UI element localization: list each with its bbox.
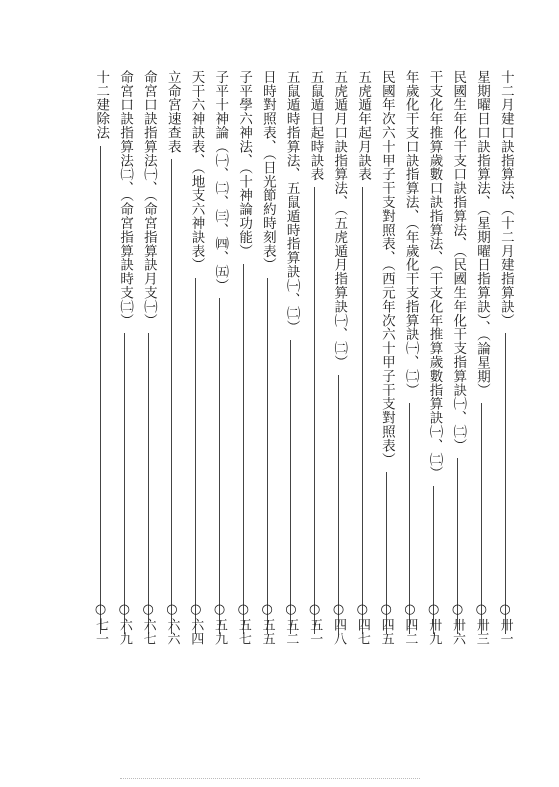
toc-entry: [303, 70, 327, 646]
toc-entry-page: ○七一: [93, 602, 109, 646]
toc-entry-page: ○卅三: [473, 602, 489, 646]
toc-entry: [493, 70, 517, 646]
toc-entry-page: ○六六: [164, 602, 180, 646]
toc-entry-page: ○四五: [378, 602, 394, 646]
toc-entry-title: 子平學六神法、（十神論功能）: [236, 70, 253, 258]
toc-entry-page: ○六四: [188, 602, 204, 646]
toc-entry: [184, 70, 208, 646]
toc-entry-page: ○四二: [402, 602, 418, 646]
toc-leader-line: [409, 403, 410, 634]
toc-entry-page: ○六七: [140, 602, 156, 646]
toc-entry: [89, 70, 113, 646]
toc-entry: [374, 70, 398, 646]
toc-entry-page: ○五二: [283, 602, 299, 646]
toc-leader-line: [267, 278, 268, 634]
toc-entry: [255, 70, 279, 646]
toc-entry: [350, 70, 374, 646]
table-of-contents: [89, 70, 517, 646]
toc-entry: [327, 70, 351, 646]
toc-entry-title: 子平十神論（㈠、㈡、㈢、㈣、㈤）: [212, 70, 229, 293]
toc-entry-title: 立命宮速查表: [164, 70, 181, 154]
toc-entry: [469, 70, 493, 646]
toc-entry-title: 日時對照表、（日光節約時刻表）: [259, 70, 276, 272]
toc-leader-line: [171, 159, 172, 634]
toc-entry-page: ○卅九: [426, 602, 442, 646]
toc-entry: [398, 70, 422, 646]
toc-entry: [136, 70, 160, 646]
toc-entry: [231, 70, 255, 646]
toc-leader-line: [290, 340, 291, 634]
toc-entry-title: 民國年次六十甲子干支對照表、（西元年次六十甲子干支對照表）: [378, 70, 395, 467]
toc-leader-line: [338, 375, 339, 634]
toc-entry-page: ○四七: [354, 602, 370, 646]
toc-leader-line: [100, 146, 101, 635]
toc-entry-title: 年歲化干支口訣指算法、（年歲化干支指算訣㈠、㈡）: [402, 70, 419, 397]
toc-entry: [160, 70, 184, 646]
toc-entry-title: 十二月建口訣指算法、（十二月建指算訣）: [497, 70, 514, 328]
toc-entry-title: 十二建除法: [93, 70, 110, 140]
toc-entry-page: ○卅一: [497, 602, 513, 646]
toc-entry: [112, 70, 136, 646]
toc-entry-page: ○五五: [259, 602, 275, 646]
toc-entry-page: ○五九: [212, 602, 228, 646]
toc-entry-title: 天干六神訣表、（地支六神訣表）: [188, 70, 205, 272]
toc-entry-title: 五虎遁年起月訣表: [355, 70, 372, 182]
toc-entry-title: 五鼠遁時指算法、五鼠遁時指算訣㈠、㈡）: [283, 70, 300, 335]
toc-entry-page: ○五一: [307, 602, 323, 646]
toc-entry-title: 命宮口訣指算法㈠、（命宮指算訣月支㈠）: [140, 70, 157, 328]
toc-entry-page: ○四八: [331, 602, 347, 646]
toc-entry-page: ○五七: [235, 602, 251, 646]
page-bottom-mark: [120, 778, 420, 779]
toc-entry-title: 命宮口訣指算法㈡、（命宮指算訣時支㈡）: [117, 70, 134, 328]
toc-entry: [446, 70, 470, 646]
toc-entry-page: ○六九: [116, 602, 132, 646]
toc-entry-title: 五鼠遁日起時訣表: [307, 70, 324, 182]
toc-entry: [279, 70, 303, 646]
toc-leader-line: [148, 333, 149, 634]
toc-leader-line: [195, 278, 196, 634]
toc-entry-title: 五虎遁月口訣指算法、（五虎遁月指算訣㈠、㈡）: [331, 70, 348, 370]
toc-leader-line: [124, 333, 125, 634]
toc-entry-title: 民國生年化干支口訣指算法、（民國生年化干支指算訣㈠、㈡）: [450, 70, 467, 453]
toc-leader-line: [219, 298, 220, 634]
toc-leader-line: [314, 187, 315, 634]
toc-leader-line: [505, 333, 506, 634]
toc-entry-page: ○卅六: [450, 602, 465, 646]
toc-entry-title: 星期曜日口訣指算法、（星期曜日指算訣）、（論星期）: [474, 70, 491, 398]
toc-leader-line: [481, 403, 482, 634]
toc-entry-title: 干支化年推算歲數口訣指算法、（干支化年推算歲數指算訣㈠、㈡）: [426, 70, 443, 481]
toc-leader-line: [243, 264, 244, 634]
toc-entry: [208, 70, 232, 646]
toc-entry: [422, 70, 446, 646]
toc-leader-line: [362, 187, 363, 634]
